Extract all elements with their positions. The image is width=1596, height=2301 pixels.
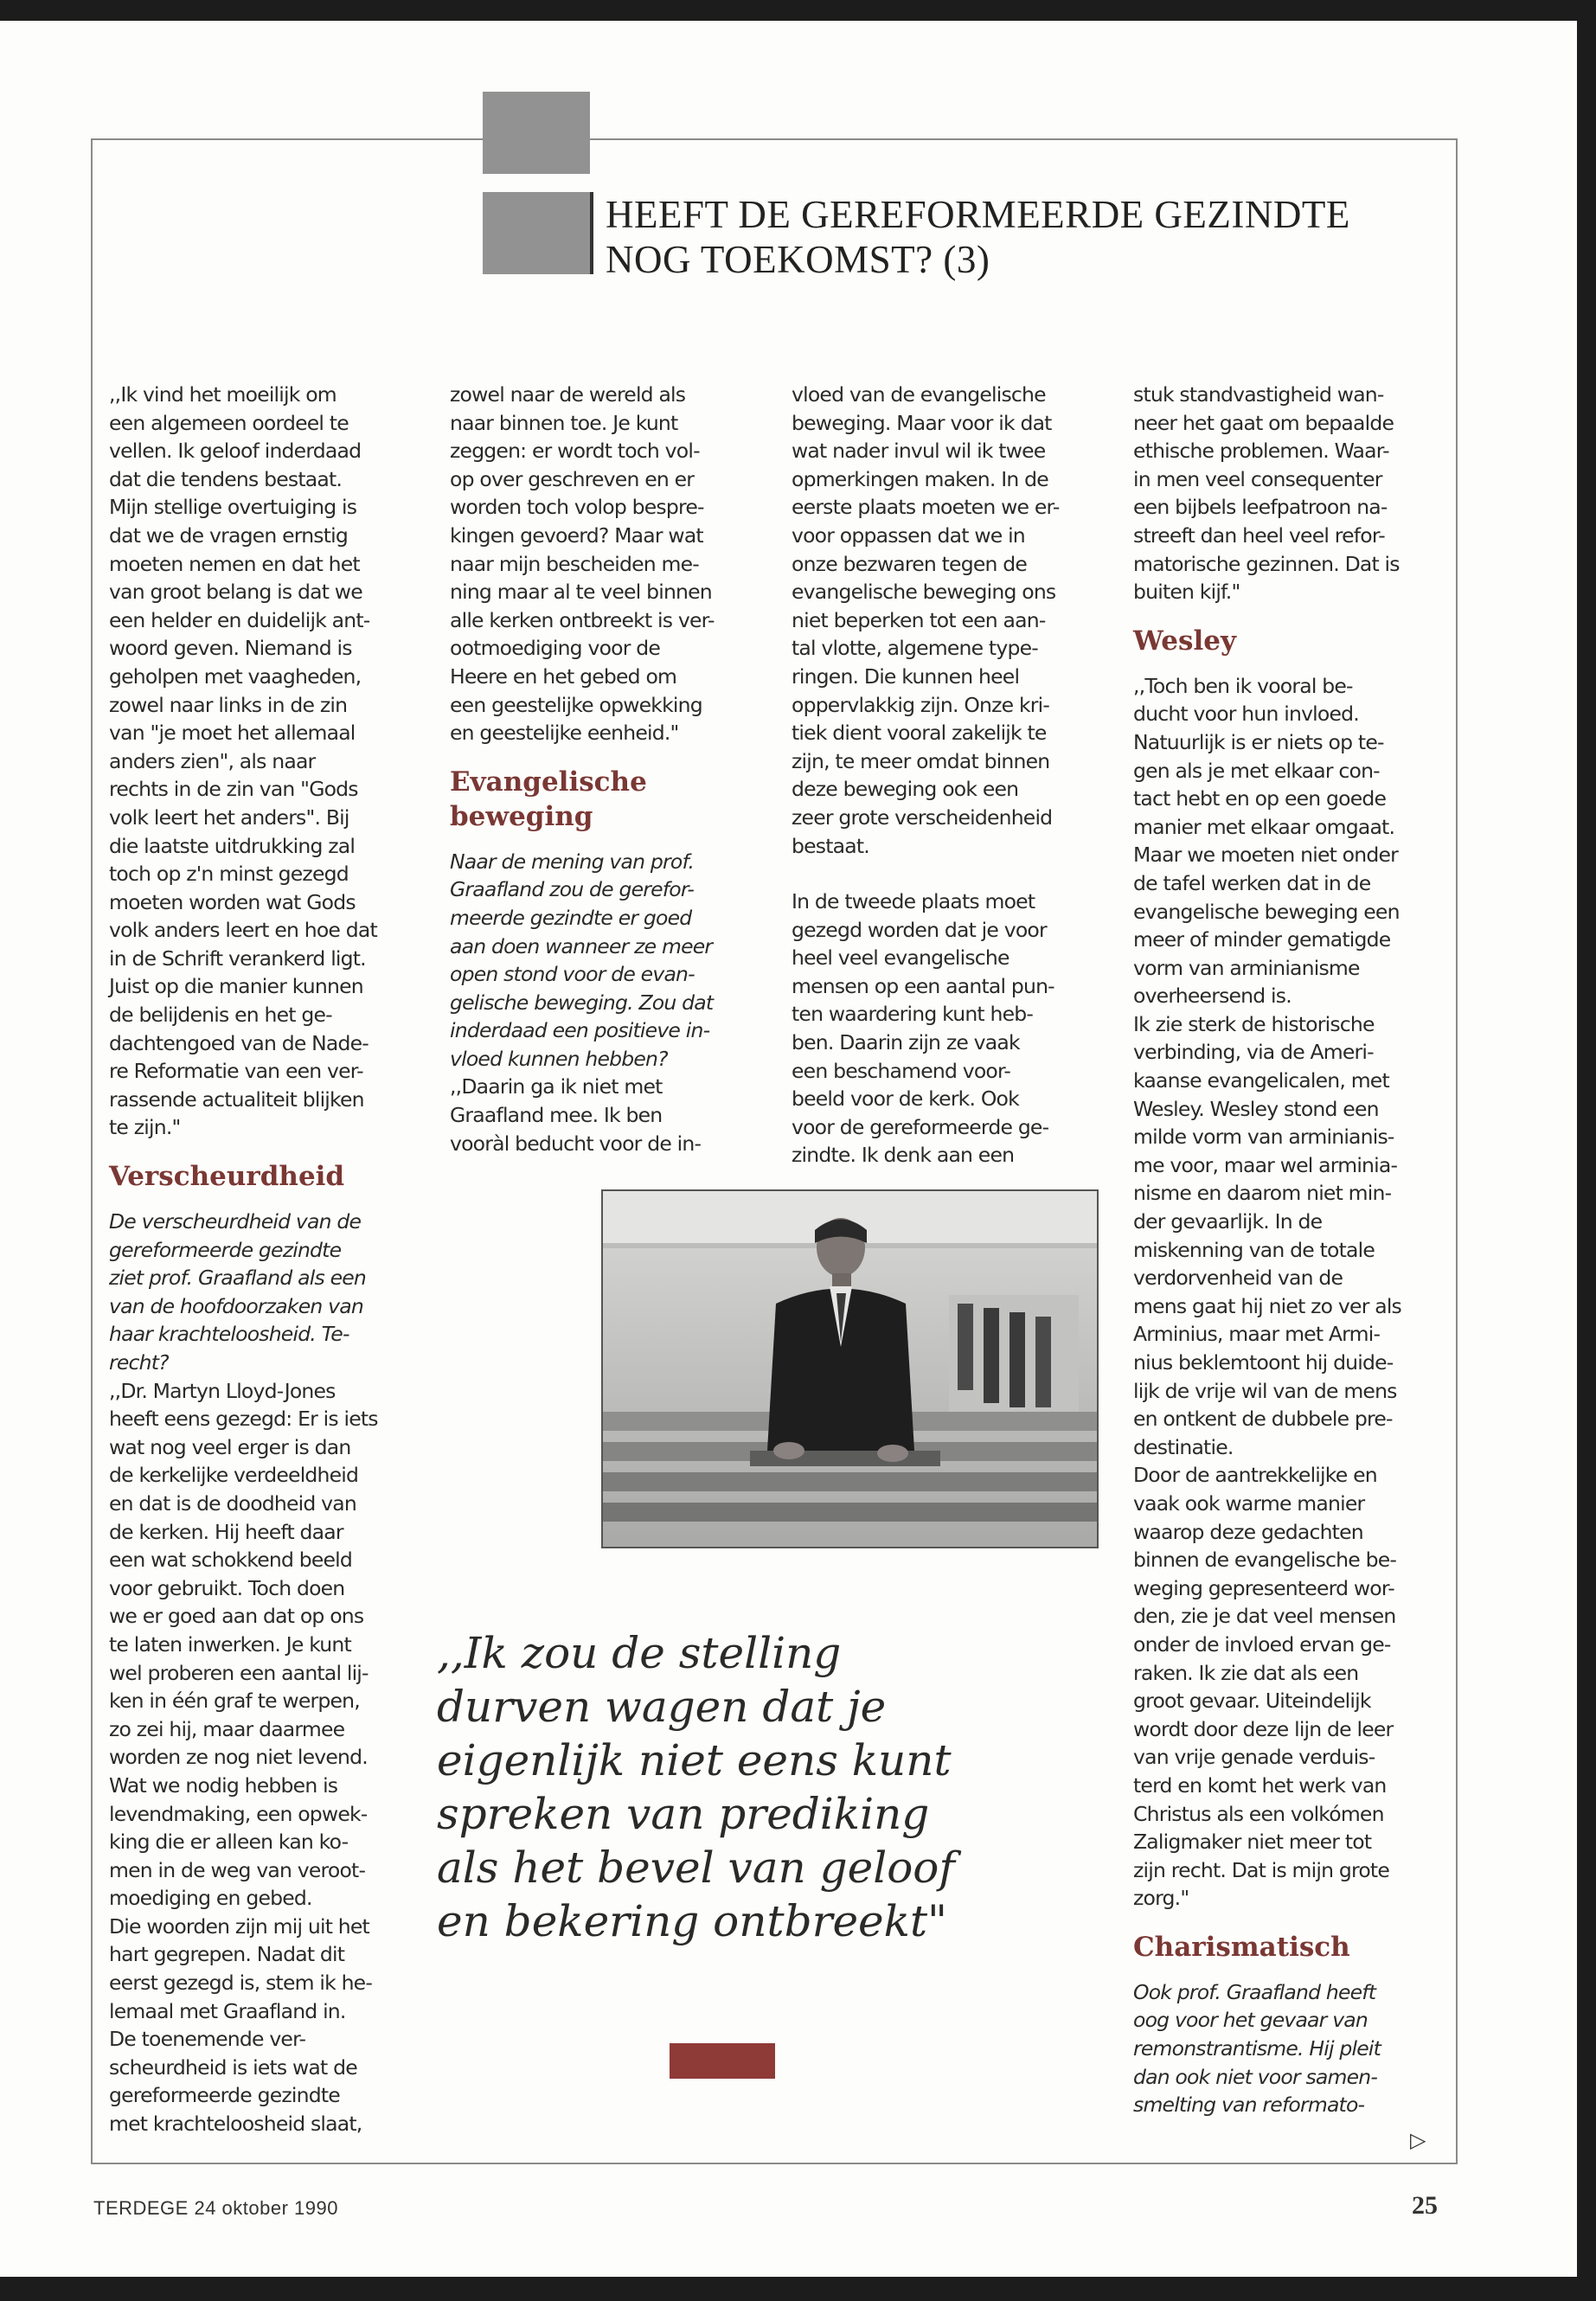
scan-edge-top: [0, 0, 1596, 21]
accent-block: [670, 2043, 775, 2079]
text-line: toch op z'n minst gezegd: [109, 862, 349, 887]
text-line: geholpen met vaagheden,: [109, 663, 362, 689]
text-line: lemaal met Graafland in.: [109, 1998, 346, 2023]
text-line: raken. Ik zie dat als een: [1133, 1660, 1359, 1685]
text-line: Wat we nodig hebben is: [109, 1772, 338, 1798]
col2-paragraph-2: [450, 1073, 753, 1157]
text-line: vaak ook warme manier: [1133, 1490, 1365, 1516]
col1-lede: [109, 1208, 412, 1377]
page-number: 25: [1412, 2191, 1438, 2220]
col3-paragraph-1: [792, 381, 1107, 860]
text-line: een geestelijke opwekking: [450, 692, 702, 717]
text-line: miskenning van de totale: [1133, 1237, 1375, 1262]
text-line: die laatste uitdrukking zal: [109, 833, 356, 858]
text-line: oog voor het gevaar van: [1133, 2008, 1368, 2033]
text-line: smelting van reformato-: [1133, 2093, 1365, 2118]
text-line: een wat schokkend beeld: [109, 1548, 353, 1573]
text-line: voor de gereformeerde ge-: [792, 1114, 1049, 1139]
col4-paragraph-2: [1133, 672, 1440, 1913]
text-line: Maar we moeten niet onder: [1133, 843, 1398, 868]
text-line: matorische gezinnen. Dat is: [1133, 551, 1400, 576]
heading-wesley: Wesley: [1133, 625, 1236, 657]
text-line: Wesley. Wesley stond een: [1133, 1096, 1379, 1121]
text-line: lijk de vrije wil van de mens: [1133, 1378, 1397, 1403]
text-line: te laten inwerken. Je kunt: [109, 1631, 351, 1657]
text-line: verbinding, via de Ameri-: [1133, 1040, 1374, 1065]
text-line: ning maar al te veel binnen: [450, 580, 712, 605]
text-line: destinatie.: [1133, 1434, 1234, 1459]
col2-paragraph-1: [450, 381, 753, 747]
text-line: Natuurlijk is er niets op te-: [1133, 729, 1384, 754]
text-line: overheersend is.: [1133, 984, 1292, 1009]
text-line: In de tweede plaats moet: [792, 889, 1035, 914]
title-line-2: NOG TOEKOMST? (3): [606, 238, 990, 281]
text-line: me voor, maar wel arminia-: [1133, 1152, 1398, 1177]
text-line: volk anders leert en hoe dat: [109, 918, 377, 943]
text-line: ten waardering kunt heb-: [792, 1002, 1034, 1027]
text-line: ben. Daarin zijn ze vaak: [792, 1030, 1020, 1055]
quote-line: durven wagen dat je: [437, 1682, 887, 1732]
continue-arrow-icon: ▷: [1410, 2128, 1426, 2152]
text-line: van groot belang is dat we: [109, 580, 362, 605]
text-line: kingen gevoerd? Maar wat: [450, 522, 703, 548]
text-line: Die woorden zijn mij uit het: [109, 1913, 369, 1939]
text-line: ducht voor hun invloed.: [1133, 702, 1359, 727]
text-line: king die er alleen kan ko-: [109, 1830, 349, 1855]
text-line: levendmaking, een opwek-: [109, 1801, 368, 1826]
text-line: gereformeerde gezindte: [109, 2083, 340, 2108]
text-line: inderdaad een positieve in-: [450, 1018, 710, 1043]
text-line: Mijn stellige overtuiging is: [109, 495, 357, 520]
col1-paragraph-1: [109, 381, 412, 1142]
article-title: [606, 192, 1436, 282]
text-line: met krachteloosheid slaat,: [109, 2112, 362, 2137]
text-line: voor gebruikt. Toch doen: [109, 1575, 345, 1600]
text-line: tact hebt en op een goede: [1133, 786, 1387, 811]
text-line: de tafel werken dat in de: [1133, 870, 1371, 895]
text-line: zorg.": [1133, 1886, 1189, 1911]
text-line: verdorvenheid van de: [1133, 1266, 1343, 1291]
text-line: Christus als een volkómen: [1133, 1801, 1384, 1826]
text-line: een beschamend voor-: [792, 1058, 1011, 1083]
text-line: haar krachteloosheid. Te-: [109, 1322, 349, 1347]
text-line: wel proberen een aantal lij-: [109, 1660, 369, 1685]
column-3: [792, 381, 1107, 1170]
text-line: eerst gezegd is, stem ik he-: [109, 1971, 373, 1996]
text-line: meer of minder gematigde: [1133, 927, 1391, 952]
quote-line: als het bevel van geloof: [437, 1843, 955, 1893]
text-line: nisme en daarom niet min-: [1133, 1181, 1392, 1206]
text-line: dat we de vragen ernstig: [109, 522, 349, 548]
text-line: Graafland zou de gerefor-: [450, 877, 695, 902]
text-line: Naar de mening van prof.: [450, 849, 695, 874]
text-line: rassende actualiteit blijken: [109, 1086, 364, 1112]
text-line: tiek dient vooral zakelijk te: [792, 721, 1047, 746]
text-line: gen als je met elkaar con-: [1133, 758, 1380, 783]
text-line: vorm van arminianisme: [1133, 955, 1360, 980]
text-line: evangelische beweging ons: [792, 580, 1056, 605]
text-line: heeft eens gezegd: Er is iets: [109, 1407, 378, 1432]
text-line: zijn recht. Dat is mijn grote: [1133, 1857, 1389, 1882]
text-line: wat nader invul wil ik twee: [792, 439, 1046, 464]
text-line: worden toch volop bespre-: [450, 495, 704, 520]
text-line: in men veel consequenter: [1133, 466, 1382, 491]
col1-paragraph-2: [109, 1377, 412, 2138]
text-line: terd en komt het werk van: [1133, 1772, 1387, 1798]
quote-line: eigenlijk niet eens kunt: [437, 1735, 952, 1785]
text-line: der gevaarlijk. In de: [1133, 1209, 1323, 1234]
text-line: onze bezwaren tegen de: [792, 551, 1028, 576]
text-line: en ontkent de dubbele pre-: [1133, 1407, 1393, 1432]
text-line: manier met elkaar omgaat.: [1133, 814, 1395, 839]
text-line: ethische problemen. Waar-: [1133, 439, 1389, 464]
text-line: Graafland mee. Ik ben: [450, 1103, 663, 1128]
text-line: Ik zie sterk de historische: [1133, 1011, 1375, 1036]
text-line: ,,Dr. Martyn Lloyd-Jones: [109, 1378, 336, 1403]
text-line: beweging. Maar voor ik dat: [792, 410, 1052, 435]
text-line: woord geven. Niemand is: [109, 636, 352, 661]
text-line: opmerkingen maken. In de: [792, 466, 1048, 491]
text-line: volk leert het anders". Bij: [109, 804, 349, 830]
text-line: scheurdheid is iets wat de: [109, 2054, 357, 2080]
quote-line: spreken van prediking: [437, 1789, 930, 1839]
text-line: moeten nemen en dat het: [109, 551, 360, 576]
text-line: Juist op die manier kunnen: [109, 974, 363, 999]
text-line: gezegd worden dat je voor: [792, 917, 1047, 942]
text-line: Ook prof. Graafland heeft: [1133, 1979, 1376, 2004]
text-line: wat nog veel erger is dan: [109, 1434, 351, 1459]
text-line: meerde gezindte er goed: [450, 905, 692, 930]
text-line: Heere en het gebed om: [450, 663, 677, 689]
text-line: moeten worden wat Gods: [109, 889, 356, 914]
text-line: kaanse evangelicalen, met: [1133, 1068, 1389, 1093]
heading-charismatisch: Charismatisch: [1133, 1931, 1350, 1963]
text-line: ken in één graf te werpen,: [109, 1689, 360, 1714]
text-line: groot gevaar. Uiteindelijk: [1133, 1689, 1371, 1714]
text-line: Zaligmaker niet meer tot: [1133, 1830, 1372, 1855]
text-line: milde vorm van arminianis-: [1133, 1125, 1394, 1150]
title-line-1: HEEFT DE GEREFORMEERDE GEZINDTE: [606, 193, 1350, 236]
text-line: onder de invloed ervan ge-: [1133, 1631, 1391, 1657]
photo-illustration: [603, 1191, 1097, 1547]
text-line: we er goed aan dat op ons: [109, 1604, 364, 1629]
text-line: deze beweging ook een: [792, 777, 1019, 802]
text-line: moediging en gebed.: [109, 1886, 312, 1911]
footer-publication: TERDEGE 24 oktober 1990: [93, 2197, 338, 2219]
text-line: remonstrantisme. Hij pleit: [1133, 2036, 1381, 2061]
text-line: op over geschreven en er: [450, 466, 695, 491]
text-line: in de Schrift verankerd ligt.: [109, 945, 366, 971]
text-line: een helder en duidelijk ant-: [109, 607, 370, 632]
text-line: evangelische beweging een: [1133, 899, 1400, 924]
portrait-photo: [601, 1189, 1099, 1548]
text-line: waarop deze gedachten: [1133, 1519, 1363, 1544]
text-line: een bijbels leefpatroon na-: [1133, 495, 1388, 520]
text-line: dan ook niet voor samen-: [1133, 2064, 1378, 2089]
text-line: dachtengoed van de Nade-: [109, 1030, 369, 1055]
column-4: [1133, 381, 1440, 2119]
text-line: te zijn.": [109, 1115, 181, 1140]
text-line: men in de weg van veroot-: [109, 1857, 366, 1882]
text-line: eerste plaats moeten we er-: [792, 495, 1060, 520]
text-line: zeer grote verscheidenheid: [792, 804, 1053, 830]
col3-paragraph-2: [792, 888, 1107, 1170]
text-line: tal vlotte, algemene type-: [792, 636, 1038, 661]
text-line: neer het gaat om bepaalde: [1133, 410, 1394, 435]
text-line: van "je moet het allemaal: [109, 721, 356, 746]
text-line: ,,Toch ben ik vooral be-: [1133, 673, 1353, 698]
text-line: ,,Daarin ga ik niet met: [450, 1074, 663, 1099]
heading-evangelische-beweging: [450, 765, 753, 834]
text-line: zo zei hij, maar daarmee: [109, 1716, 345, 1741]
text-line: binnen de evangelische be-: [1133, 1548, 1397, 1573]
text-line: gelische beweging. Zou dat: [450, 990, 714, 1015]
text-line: van de hoofdoorzaken van: [109, 1293, 363, 1318]
text-line: vloed kunnen hebben?: [450, 1046, 668, 1071]
text-line: naar mijn bescheiden me-: [450, 551, 699, 576]
text-line: de kerken. Hij heeft daar: [109, 1519, 343, 1544]
text-line: vellen. Ik geloof inderdaad: [109, 439, 362, 464]
heading-evangelische-text: Evangelische beweging: [450, 766, 647, 832]
text-line: van vrije genade verduis-: [1133, 1745, 1375, 1770]
text-line: zowel naar de wereld als: [450, 382, 686, 407]
col4-paragraph-1: [1133, 381, 1440, 606]
text-line: naar binnen toe. Je kunt: [450, 410, 678, 435]
text-line: ,,Ik vind het moeilijk om: [109, 382, 337, 407]
text-line: zindte. Ik denk aan een: [792, 1143, 1015, 1168]
text-line: heel veel evangelische: [792, 945, 1010, 971]
text-line: De verscheurdheid van de: [109, 1209, 362, 1234]
text-line: anders zien", als naar: [109, 748, 316, 773]
text-line: recht?: [109, 1350, 169, 1375]
scan-edge-right: [1577, 0, 1596, 2301]
quote-line: en bekering ontbreekt": [437, 1896, 948, 1946]
text-line: aan doen wanneer ze meer: [450, 933, 713, 958]
text-line: een algemeen oordeel te: [109, 410, 349, 435]
decorative-square-title: [483, 192, 590, 274]
text-line: stuk standvastigheid wan-: [1133, 382, 1384, 407]
text-line: mens gaat hij niet zo ver als: [1133, 1293, 1402, 1318]
heading-verscheurdheid: Verscheurdheid: [109, 1161, 345, 1193]
text-line: re Reformatie van een ver-: [109, 1059, 363, 1084]
text-line: en dat is de doodheid van: [109, 1490, 356, 1516]
text-line: zijn, te meer omdat binnen: [792, 748, 1050, 773]
text-line: den, zie je dat veel mensen: [1133, 1604, 1396, 1629]
text-line: mensen op een aantal pun-: [792, 973, 1054, 998]
col4-lede: [1133, 1978, 1440, 2119]
text-line: zowel naar links in de zin: [109, 692, 348, 717]
pull-quote: [437, 1626, 1060, 1948]
col2-lede: [450, 848, 753, 1074]
title-rule: [590, 192, 593, 274]
text-line: ootmoediging voor de: [450, 636, 661, 661]
text-line: voor oppassen dat we in: [792, 522, 1025, 548]
paragraph-gap: [792, 860, 1107, 888]
scan-edge-bottom: [0, 2277, 1596, 2301]
text-line: buiten kijf.": [1133, 580, 1240, 605]
text-line: beeld voor de kerk. Ook: [792, 1086, 1019, 1112]
text-line: weging gepresenteerd wor-: [1133, 1575, 1394, 1600]
text-line: gereformeerde gezindte: [109, 1237, 342, 1262]
text-line: de belijdenis en het ge-: [109, 1003, 332, 1028]
quote-line: ,,Ik zou de stelling: [437, 1628, 842, 1678]
text-line: alle kerken ontbreekt is ver-: [450, 607, 715, 632]
text-line: bestaat.: [792, 833, 869, 858]
text-line: rechts in de zin van "Gods: [109, 777, 358, 802]
text-line: zeggen: er wordt toch vol-: [450, 439, 700, 464]
text-line: ziet prof. Graafland als een: [109, 1266, 366, 1291]
text-line: hart gegrepen. Nadat dit: [109, 1942, 345, 1967]
text-line: vloed van de evangelische: [792, 382, 1046, 407]
text-line: vooràl beducht voor de in-: [450, 1131, 702, 1156]
column-1: [109, 381, 412, 2138]
decorative-square-top: [483, 92, 590, 174]
text-line: Door de aantrekkelijke en: [1133, 1463, 1377, 1488]
column-2: [450, 381, 753, 1157]
text-line: nius beklemtoont hij duide-: [1133, 1350, 1394, 1375]
text-line: Arminius, maar met Armi-: [1133, 1322, 1381, 1347]
text-line: dat die tendens bestaat.: [109, 466, 343, 491]
text-line: wordt door deze lijn de leer: [1133, 1716, 1394, 1741]
text-line: De toenemende ver-: [109, 2027, 306, 2052]
text-line: oppervlakkig zijn. Onze kri-: [792, 692, 1050, 717]
text-line: open stond voor de evan-: [450, 962, 695, 987]
text-line: streeft dan heel veel refor-: [1133, 522, 1385, 548]
text-line: worden ze nog niet levend.: [109, 1745, 368, 1770]
text-line: en geestelijke eenheid.": [450, 721, 679, 746]
text-line: de kerkelijke verdeeldheid: [109, 1463, 359, 1488]
text-line: niet beperken tot een aan-: [792, 607, 1046, 632]
text-line: ringen. Die kunnen heel: [792, 663, 1020, 689]
